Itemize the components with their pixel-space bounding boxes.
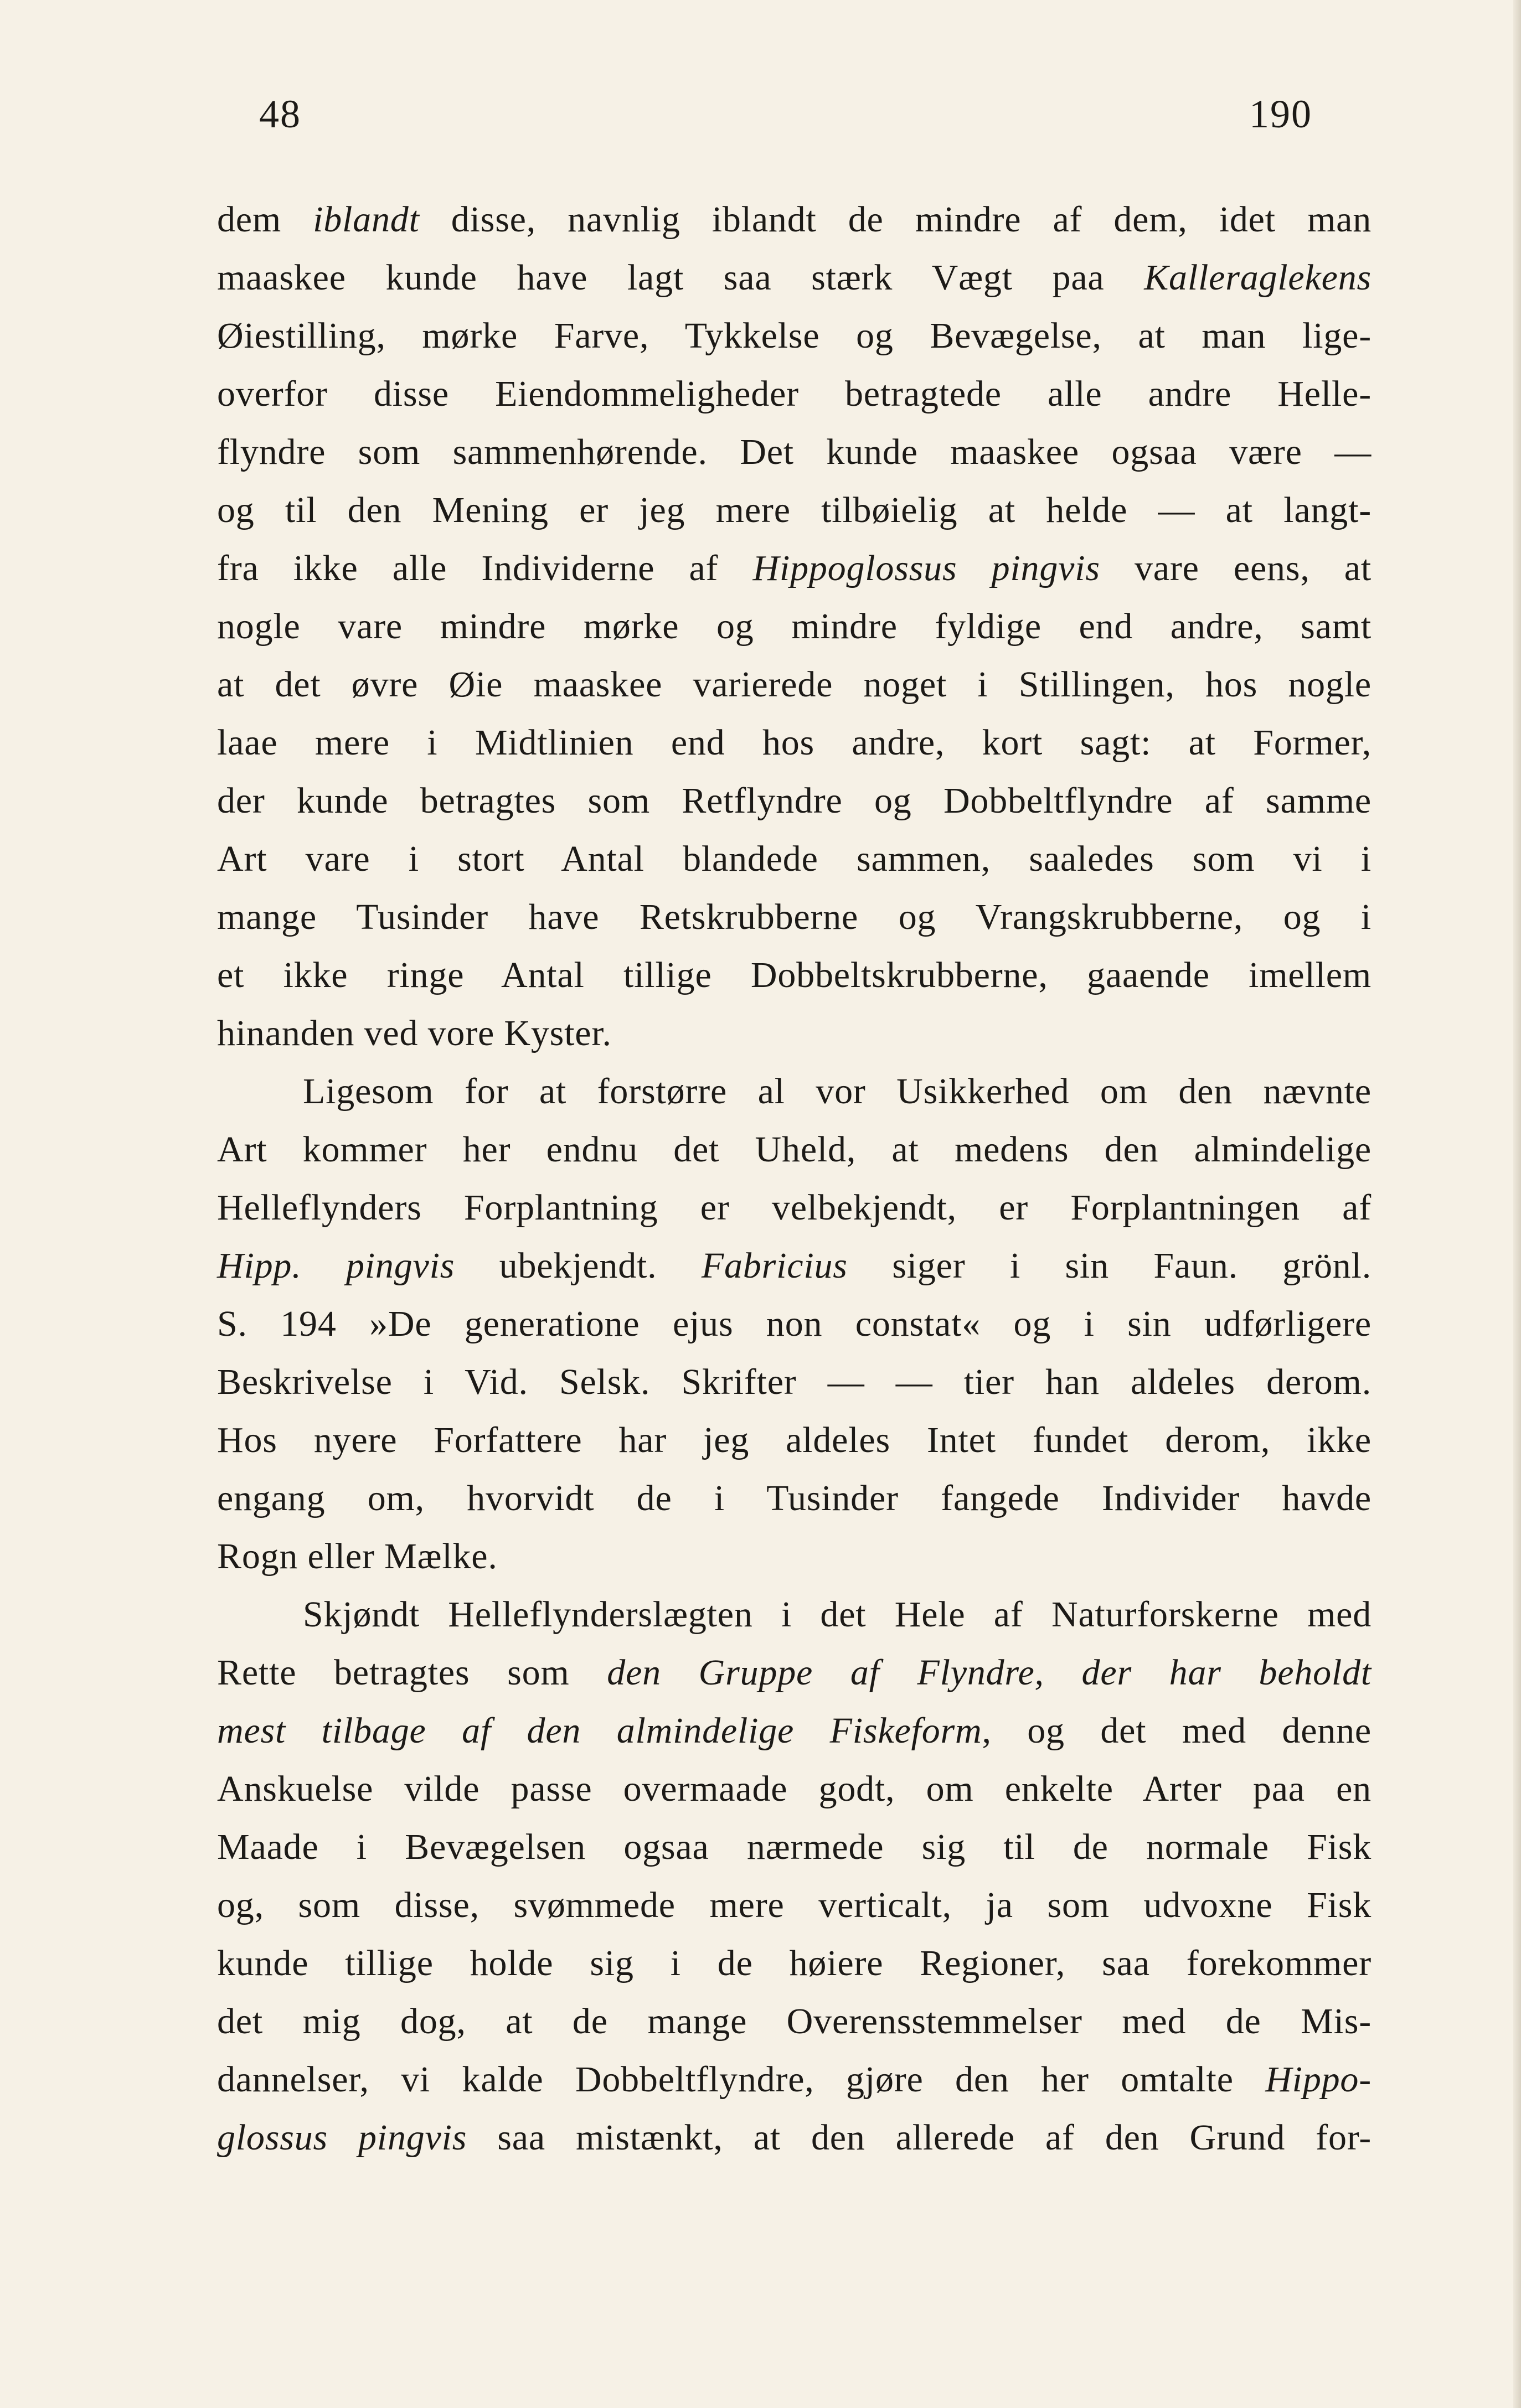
page-header [259,91,1312,141]
italic-text: mest tilbage af den almindelige Fiskeform [217,1711,982,1751]
text-segment: Beskrivelse i Vid. Selsk. Skrifter — — tier han aldeles derom. [217,1362,1372,1402]
text-line [217,1760,1372,1818]
body-text [217,190,1372,2167]
text-line [217,1876,1372,1934]
text-line [217,946,1372,1004]
text-segment: der kunde betragtes som Retflyndre og Dobbeltflyndre af samme [217,781,1372,821]
text-segment: S. 194 »De generatione ejus non constat« og i sin udførligere [217,1304,1372,1344]
text-segment: Rette betragtes som [217,1652,607,1693]
text-segment: disse, navnlig iblandt de mindre af dem, idet man [419,199,1372,240]
text-segment: Rogn eller Mælke. [217,1536,498,1577]
text-line [217,2109,1372,2167]
text-line [217,1411,1372,1469]
text-line [217,1295,1372,1353]
text-line [217,1818,1372,1876]
text-line [217,1992,1372,2050]
text-segment: laae mere i Midtlinien end hos andre, kort sagt: at Former, [217,722,1372,763]
italic-text: glossus pingvis [217,2117,467,2158]
text-segment: Helleflynders Forplantning er velbekjendt, er Forplantningen af [217,1187,1372,1228]
text-line [217,1527,1372,1585]
text-segment: og, som disse, svømmede mere verticalt, ja som udvoxne Fisk [217,1885,1372,1925]
text-segment: mange Tusinder have Retskrubberne og Vrangskrubberne, og i [217,897,1372,937]
italic-text: Hippo- [1265,2059,1372,2100]
text-line [217,1004,1372,1062]
text-line [217,539,1372,597]
text-line [217,1469,1372,1527]
text-segment: , og det med denne [982,1711,1372,1751]
italic-text: Hippoglossus pingvis [752,548,1100,588]
text-segment: Skjøndt Helleflynderslægten i det Hele af Naturforskerne med [303,1594,1372,1635]
text-segment: at det øvre Øie maaskee varierede noget i Stillingen, hos nogle [217,664,1372,705]
page-number: 190 [1249,92,1312,136]
text-segment: overfor disse Eiendommeligheder betragtede alle andre Helle- [217,374,1372,414]
text-line [217,888,1372,946]
text-segment: dannelser, vi kalde Dobbeltflyndre, gjøre den her omtalte [217,2059,1266,2100]
page-edge [1513,0,1521,2408]
text-line [217,1644,1372,1702]
text-segment: flyndre som sammenhørende. Det kunde maaskee ogsaa være — [217,432,1372,472]
text-segment: engang om, hvorvidt de i Tusinder fangede Individer havde [217,1478,1372,1518]
text-segment: ubekjendt. [455,1246,702,1286]
text-line [217,1353,1372,1411]
text-segment: Ligesom for at forstørre al vor Usikkerhed om den nævnte [303,1071,1372,1112]
text-line [217,2050,1372,2109]
italic-text: iblandt [313,199,420,240]
italic-text: Kalleraglekens [1144,257,1372,298]
text-line [217,597,1372,655]
text-line [217,1585,1372,1644]
text-line [217,365,1372,423]
text-segment: og til den Mening er jeg mere tilbøielig at helde — at langt- [217,490,1372,530]
text-segment: maaskee kunde have lagt saa stærk Vægt paa [217,257,1144,298]
text-segment: vare eens, at [1100,548,1372,588]
text-line [217,1237,1372,1295]
italic-text: Fabricius [701,1246,848,1286]
text-segment: saa mistænkt, at den allerede af den Grund for- [467,2117,1372,2158]
text-segment: siger i sin Faun. grönl. [847,1246,1372,1286]
text-segment: hinanden ved vore Kyster. [217,1013,612,1053]
text-line [217,830,1372,888]
text-segment: det mig dog, at de mange Overensstemmelser med de Mis- [217,2001,1372,2042]
text-segment: dem [217,199,313,240]
text-segment: Art kommer her endnu det Uheld, at medens den almindelige [217,1129,1372,1170]
section-number: 48 [259,92,301,136]
text-line [217,307,1372,365]
text-segment: kunde tillige holde sig i de høiere Regioner, saa forekommer [217,1943,1372,1983]
italic-text: Hipp. pingvis [217,1246,455,1286]
text-segment: nogle vare mindre mørke og mindre fyldige end andre, samt [217,606,1372,647]
text-line [217,1702,1372,1760]
text-segment: Maade i Bevægelsen ogsaa nærmede sig til de normale Fisk [217,1827,1372,1867]
text-line [217,190,1372,249]
text-line [217,1179,1372,1237]
text-segment: Art vare i stort Antal blandede sammen, saaledes som vi i [217,839,1372,879]
text-line [217,655,1372,714]
text-segment: Hos nyere Forfattere har jeg aldeles Intet fundet derom, ikke [217,1420,1372,1460]
text-segment: et ikke ringe Antal tillige Dobbeltskrubberne, gaaende imellem [217,955,1372,995]
text-line [217,423,1372,481]
text-line [217,714,1372,772]
text-line [217,1934,1372,1992]
text-line [217,1120,1372,1179]
text-segment: fra ikke alle Individerne af [217,548,753,588]
text-segment: Anskuelse vilde passe overmaade godt, om enkelte Arter paa en [217,1769,1372,1809]
text-line [217,772,1372,830]
italic-text: den Gruppe af Flyndre, der har beholdt [607,1652,1372,1693]
text-segment: Øiestilling, mørke Farve, Tykkelse og Bevægelse, at man lige- [217,316,1372,356]
text-line [217,1062,1372,1120]
text-line [217,481,1372,539]
text-line [217,249,1372,307]
